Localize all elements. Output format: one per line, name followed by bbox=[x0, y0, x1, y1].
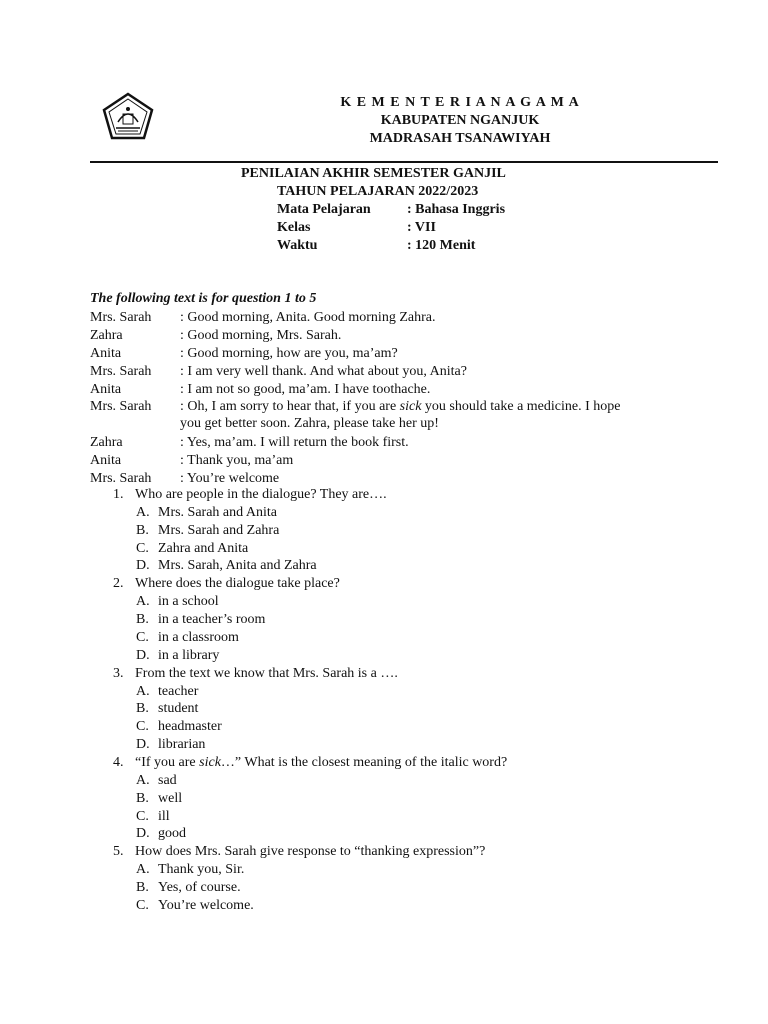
option-letter: D. bbox=[136, 737, 150, 752]
option-letter: D. bbox=[136, 826, 150, 841]
option bbox=[136, 594, 219, 610]
option-text: headmaster bbox=[158, 719, 222, 734]
question-4 bbox=[113, 755, 507, 771]
speech: you should take a medicine. I hope bbox=[421, 399, 621, 414]
option-text: Yes, of course. bbox=[158, 880, 241, 895]
dialogue-line bbox=[90, 345, 398, 363]
option-letter: C. bbox=[136, 630, 149, 645]
question-number: 2. bbox=[113, 576, 124, 591]
option-text: Mrs. Sarah, Anita and Zahra bbox=[158, 558, 317, 573]
question-text: Who are people in the dialogue? They are…. bbox=[135, 487, 387, 502]
option bbox=[136, 523, 279, 539]
option-letter: B. bbox=[136, 880, 149, 895]
option bbox=[136, 880, 241, 896]
option bbox=[136, 862, 244, 878]
ministry-logo-icon bbox=[100, 92, 156, 142]
speaker: Mrs. Sarah bbox=[90, 310, 152, 325]
option bbox=[136, 541, 248, 557]
question-5 bbox=[113, 844, 485, 860]
dialogue-line bbox=[90, 470, 279, 488]
speech: : Thank you, ma’am bbox=[180, 453, 294, 468]
option bbox=[136, 719, 222, 735]
dialogue-line bbox=[90, 452, 293, 470]
question-text: Where does the dialogue take place? bbox=[135, 576, 340, 591]
option-text: in a teacher’s room bbox=[158, 612, 266, 627]
speech: : Good morning, Mrs. Sarah. bbox=[180, 328, 342, 343]
option-text: Zahra and Anita bbox=[158, 541, 249, 556]
option-text: ill bbox=[158, 809, 170, 824]
option bbox=[136, 558, 317, 574]
option bbox=[136, 826, 186, 842]
ministry-name: K E M E N T E R I A N A G A M A bbox=[340, 95, 580, 110]
option-text: in a classroom bbox=[158, 630, 239, 645]
question-number: 1. bbox=[113, 487, 124, 502]
option-text: student bbox=[158, 701, 199, 716]
option-letter: D. bbox=[136, 558, 150, 573]
meta-key: Mata Pelajaran bbox=[277, 202, 371, 217]
option bbox=[136, 773, 177, 789]
option-letter: A. bbox=[136, 862, 150, 877]
option bbox=[136, 648, 219, 664]
option-text: good bbox=[158, 826, 186, 841]
dialogue-line bbox=[90, 309, 435, 327]
speaker: Mrs. Sarah bbox=[90, 471, 152, 486]
speaker: Anita bbox=[90, 382, 122, 397]
option-letter: C. bbox=[136, 809, 149, 824]
meta-key: Waktu bbox=[277, 238, 318, 253]
school-name: MADRASAH TSANAWIYAH bbox=[369, 131, 551, 146]
meta-value: : Bahasa Inggris bbox=[407, 202, 506, 217]
meta-time bbox=[277, 238, 475, 254]
option-letter: B. bbox=[136, 523, 149, 538]
question-text: “If you are bbox=[135, 755, 200, 770]
question-2 bbox=[113, 576, 340, 592]
question-number: 5. bbox=[113, 844, 124, 859]
option-letter: B. bbox=[136, 612, 149, 627]
dialogue-line bbox=[90, 434, 409, 452]
meta-value: : 120 Menit bbox=[407, 238, 476, 253]
speaker: Mrs. Sarah bbox=[90, 399, 152, 414]
option-letter: A. bbox=[136, 684, 150, 699]
speaker: Anita bbox=[90, 346, 122, 361]
dialogue-line bbox=[90, 363, 467, 381]
option-text: in a school bbox=[158, 594, 219, 609]
speech: : I am very well thank. And what about you, Anita? bbox=[180, 364, 467, 379]
option-text: Mrs. Sarah and Anita bbox=[158, 505, 277, 520]
option bbox=[136, 809, 170, 825]
regency-name: KABUPATEN NGANJUK bbox=[380, 113, 540, 128]
option-letter: C. bbox=[136, 719, 149, 734]
question-number: 4. bbox=[113, 755, 124, 770]
option-text: librarian bbox=[158, 737, 206, 752]
option bbox=[136, 505, 277, 521]
italic-word: sick bbox=[399, 399, 422, 414]
option-text: You’re welcome. bbox=[158, 898, 254, 913]
option bbox=[136, 791, 182, 807]
speech: : I am not so good, ma’am. I have toothache. bbox=[180, 382, 431, 397]
italic-word: sick bbox=[199, 755, 221, 770]
speaker: Zahra bbox=[90, 435, 123, 450]
instruction: The following text is for question 1 to 5 bbox=[90, 291, 317, 306]
speaker: Mrs. Sarah bbox=[90, 364, 152, 379]
dialogue-continuation: you get better soon. Zahra, please take her up! bbox=[180, 416, 439, 431]
speech: : Good morning, how are you, ma’am? bbox=[180, 346, 398, 361]
option bbox=[136, 612, 265, 628]
option-letter: A. bbox=[136, 505, 150, 520]
dialogue-line bbox=[90, 381, 430, 399]
header-divider bbox=[90, 161, 718, 163]
speaker: Zahra bbox=[90, 328, 123, 343]
option bbox=[136, 684, 198, 700]
option-text: in a library bbox=[158, 648, 220, 663]
option bbox=[136, 701, 198, 717]
question-text: …” What is the closest meaning of the italic word? bbox=[220, 755, 508, 770]
option-text: sad bbox=[158, 773, 177, 788]
meta-class bbox=[277, 220, 436, 236]
option-letter: C. bbox=[136, 541, 149, 556]
speech: : Good morning, Anita. Good morning Zahra. bbox=[180, 310, 436, 325]
question-text: From the text we know that Mrs. Sarah is a …. bbox=[135, 666, 398, 681]
option-text: well bbox=[158, 791, 183, 806]
dialogue-line bbox=[90, 398, 620, 416]
option-letter: B. bbox=[136, 791, 149, 806]
speaker: Anita bbox=[90, 453, 122, 468]
meta-subject bbox=[277, 202, 505, 218]
speech: : Oh, I am sorry to hear that, if you are bbox=[180, 399, 400, 414]
option-letter: B. bbox=[136, 701, 149, 716]
speech: : Yes, ma’am. I will return the book first. bbox=[180, 435, 409, 450]
dialogue-line bbox=[90, 327, 341, 345]
option bbox=[136, 737, 205, 753]
speech: : You’re welcome bbox=[180, 471, 280, 486]
option bbox=[136, 898, 254, 914]
option-letter: A. bbox=[136, 773, 150, 788]
option-letter: A. bbox=[136, 594, 150, 609]
option bbox=[136, 630, 239, 646]
option-letter: C. bbox=[136, 898, 149, 913]
question-3 bbox=[113, 666, 398, 682]
exam-title: PENILAIAN AKHIR SEMESTER GANJIL bbox=[241, 166, 506, 181]
question-number: 3. bbox=[113, 666, 124, 681]
meta-value: : VII bbox=[407, 220, 436, 235]
option-text: Thank you, Sir. bbox=[158, 862, 245, 877]
option-letter: D. bbox=[136, 648, 150, 663]
question-text: How does Mrs. Sarah give response to “thanking expression”? bbox=[135, 844, 486, 859]
meta-key: Kelas bbox=[277, 220, 311, 235]
option-text: Mrs. Sarah and Zahra bbox=[158, 523, 280, 538]
exam-year: TAHUN PELAJARAN 2022/2023 bbox=[277, 184, 479, 199]
question-1 bbox=[113, 487, 387, 503]
option-text: teacher bbox=[158, 684, 199, 699]
